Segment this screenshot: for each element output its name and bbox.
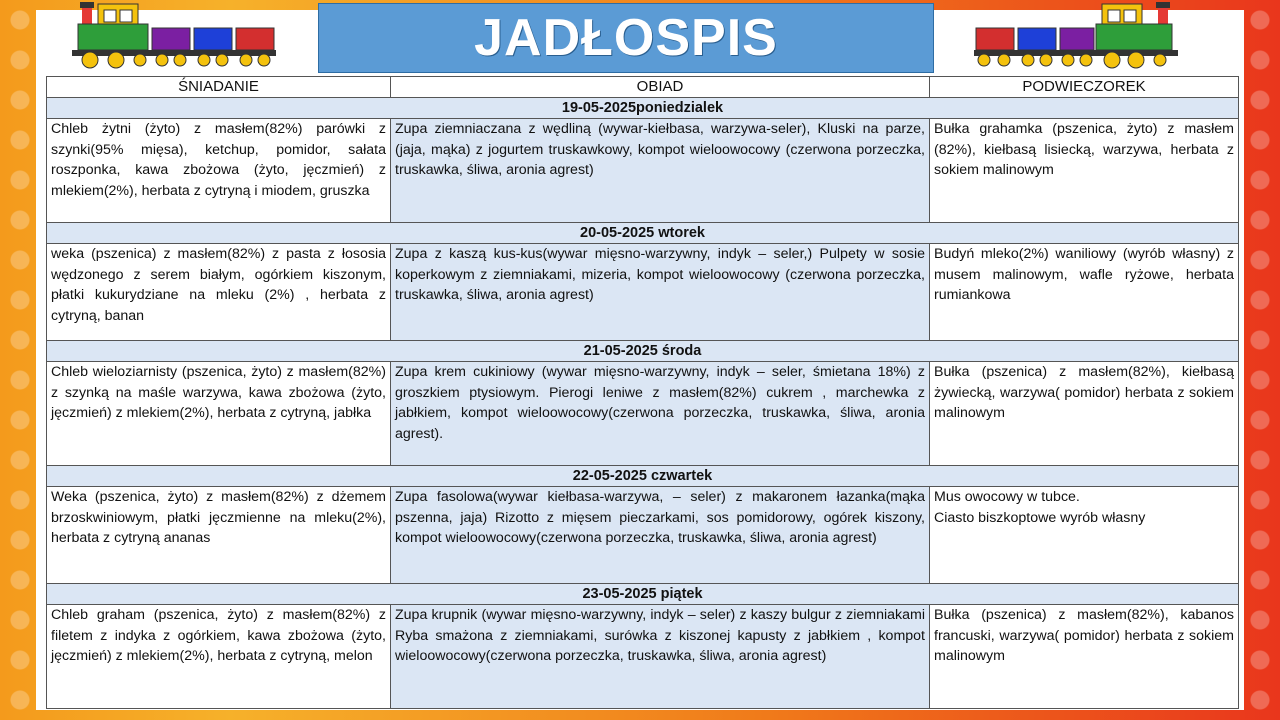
day-date: 21-05-2025 środa [47,341,1239,362]
lunch-cell: Zupa krem cukiniowy (wywar mięsno-warzywny, indyk – seler, śmietana 18%) z groszkiem ptysiowym. Pierogi leniwe z masłem(82%) cukrem , marchewka z jabłkiem, kompot wieloowocowy(czerwona porzeczka, truskawka, śliwa, aronia agrest). [391,362,930,466]
snack-cell: Bułka (pszenica) z masłem(82%), kiełbasą żywiecką, warzywa( pomidor) herbata z sokiem malinowym [930,362,1239,466]
header-row [47,77,1239,98]
day-row [47,98,1239,119]
col-header-breakfast: ŚNIADANIE [47,77,391,98]
day-date: 20-05-2025 wtorek [47,223,1239,244]
day-row [47,341,1239,362]
page-title: JADŁOSPIS [474,9,778,67]
day-date: 22-05-2025 czwartek [47,466,1239,487]
meal-row [47,244,1239,341]
train-right-icon [972,2,1182,72]
breakfast-cell: Chleb graham (pszenica, żyto) z masłem(82%) z filetem z indyka z ogórkiem, kawa zbożowa (żyto, jęczmień) z mlekiem(2%), herbata z cytryną, melon [47,605,391,709]
breakfast-cell: Chleb żytni (żyto) z masłem(82%) parówki z szynki(95% mięsa), ketchup, pomidor, sałata roszponka, kawa zbożowa (żyto, jęczmień) z mlekiem(2%), herbata z cytryną i miodem, gruszka [47,119,391,223]
day-row [47,223,1239,244]
snack-cell: Budyń mleko(2%) waniliowy (wyrób własny) z musem malinowym, wafle ryżowe, herbata rumiankowa [930,244,1239,341]
day-row [47,584,1239,605]
menu-table [46,76,1239,709]
breakfast-cell: Chleb wieloziarnisty (pszenica, żyto) z masłem(82%) z szynką na maśle warzywa, kawa zbożowa (żyto, jęczmień) z mlekiem(2%), herbata z cytryną, jabłka [47,362,391,466]
lunch-cell: Zupa z kaszą kus-kus(wywar mięsno-warzywny, indyk – seler,) Pulpety w sosie koperkowym z ziemniakami, mizeria, kompot wieloowocowy (czerwona porzeczka, truskawka, śliwa, aronia agrest) [391,244,930,341]
snack-line: Mus owocowy w tubce. [934,489,1080,505]
train-left-icon [68,2,278,72]
snack-line: Ciasto biszkoptowe wyrób własny [934,509,1146,526]
meal-row [47,119,1239,223]
lunch-cell: Zupa ziemniaczana z wędliną (wywar-kiełbasa, warzywa-seler), Kluski na parze, (jaja, mąka) z jogurtem truskawkowy, kompot wieloowocowy (czerwona porzeczka, truskawka, śliwa, aronia agrest) [391,119,930,223]
snack-cell: Bułka grahamka (pszenica, żyto) z masłem (82%), kiełbasą lisiecką, warzywa, herbata z sokiem malinowym [930,119,1239,223]
meal-row [47,487,1239,584]
col-header-lunch: OBIAD [391,77,930,98]
col-header-snack: PODWIECZOREK [930,77,1239,98]
lunch-cell: Zupa krupnik (wywar mięsno-warzywny, indyk – seler) z kaszy bulgur z ziemniakami Ryba smażona z ziemniakami, surówka z kiszonej kapusty z jabłkiem , kompot wieloowocowy(czerwona porzeczka, truskawka, śliwa, aronia agrest) [391,605,930,709]
meal-row [47,605,1239,709]
lunch-cell: Zupa fasolowa(wywar kiełbasa-warzywa, – seler) z makaronem łazanka(mąka pszenna, jaja) Rizotto z mięsem pieczarkami, sos pomidorowy, ogórek kiszony, kompot wieloowocowy(czerwona porzeczka, truskawka, śliwa, aronia agrest) [391,487,930,584]
day-date: 23-05-2025 piątek [47,584,1239,605]
breakfast-cell: weka (pszenica) z masłem(82%) z pasta z łososia wędzonego z serem białym, ogórkiem kiszonym, płatki kukurydziane na mleku (2%) , herbata z cytryną, banan [47,244,391,341]
breakfast-cell: Weka (pszenica, żyto) z masłem(82%) z dżemem brzoskwiniowym, płatki jęczmienne na mleku(2%), herbata z cytryną ananas [47,487,391,584]
day-row [47,466,1239,487]
day-date: 19-05-2025poniedzialek [47,98,1239,119]
title-banner [318,3,934,73]
snack-cell [930,487,1239,584]
snack-cell: Bułka (pszenica) z masłem(82%), kabanos francuski, warzywa( pomidor) herbata z sokiem malinowym [930,605,1239,709]
meal-row [47,362,1239,466]
